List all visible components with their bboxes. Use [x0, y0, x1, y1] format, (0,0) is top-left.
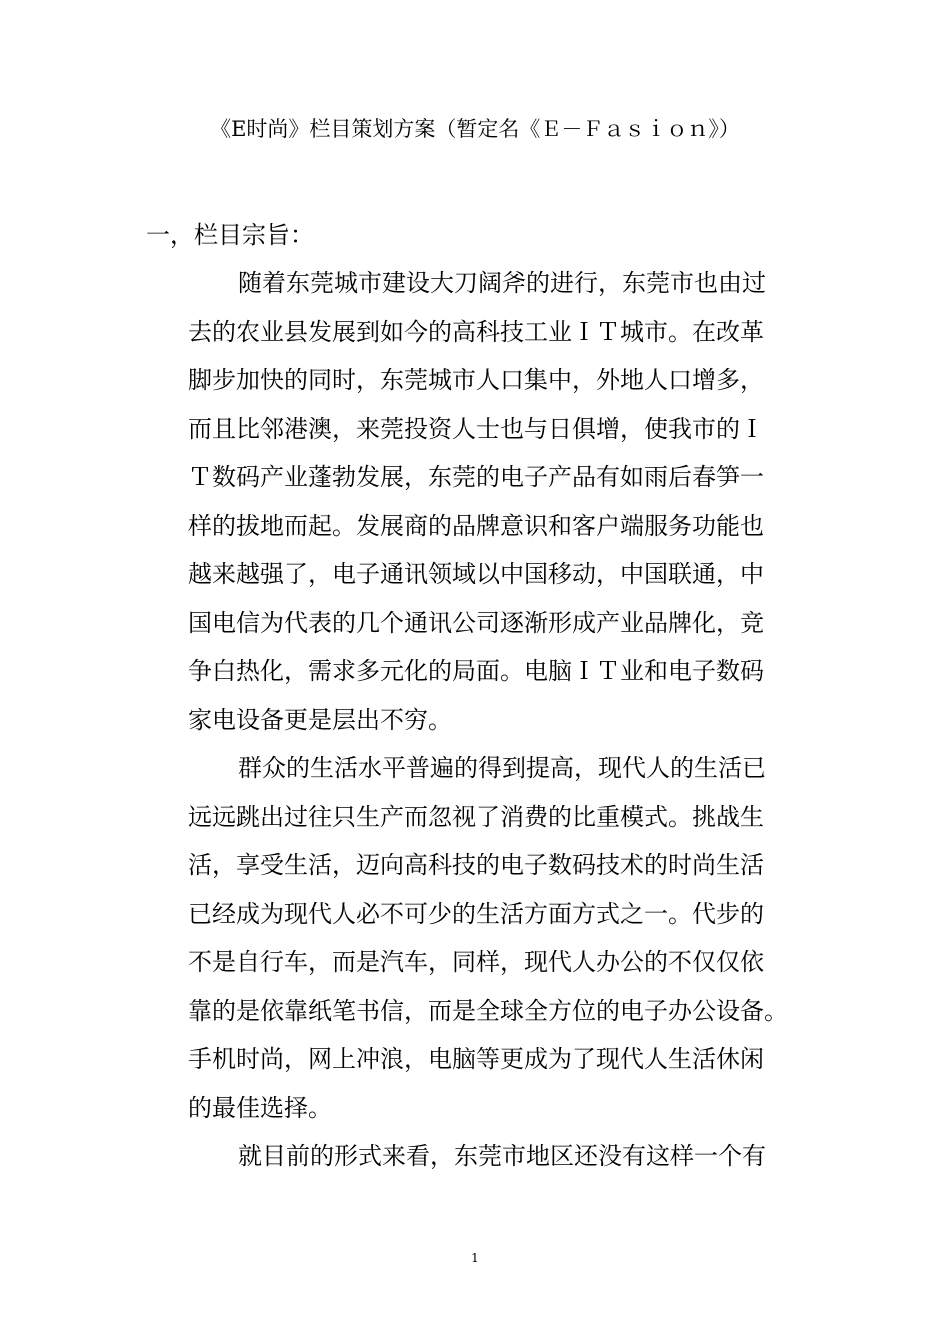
text-line: 靠的是依靠纸笔书信，而是全球全方位的电子办公设备。 — [188, 996, 788, 1025]
text-line: 家电设备更是层出不穷。 — [188, 705, 452, 734]
text-line: 样的拔地而起。发展商的品牌意识和客户端服务功能也 — [188, 511, 764, 540]
page-number: 1 — [471, 1251, 479, 1265]
section-heading: 一，栏目宗旨： — [146, 221, 314, 249]
body-text — [188, 266, 808, 1188]
paragraph-3 — [188, 1139, 808, 1188]
text-line: 越来越强了，电子通讯领域以中国移动，中国联通，中 — [188, 560, 764, 588]
paragraph-1 — [188, 266, 808, 751]
text-line: 随着东莞城市建设大刀阔斧的进行，东莞市也由过 — [238, 269, 766, 297]
text-line: 就目前的形式来看，东莞市地区还没有这样一个有 — [238, 1142, 766, 1170]
document-title: 《E时尚》栏目策划方案（暂定名《Ｅ－Ｆａｓｉｏｎ》） — [210, 117, 740, 141]
text-line: 而且比邻港澳，来莞投资人士也与日俱增，使我市的Ｉ — [188, 414, 764, 443]
text-line: 手机时尚，网上冲浪，电脑等更成为了现代人生活休闲 — [188, 1045, 764, 1073]
text-line: 脚步加快的同时，东莞城市人口集中，外地人口增多， — [188, 366, 764, 394]
text-line: 的最佳选择。 — [188, 1093, 332, 1122]
text-line: 不是自行车，而是汽车，同样，现代人办公的不仅仅依 — [188, 948, 764, 976]
text-line: 争白热化，需求多元化的局面。电脑ＩＴ业和电子数码 — [188, 657, 764, 685]
paragraph-2 — [188, 751, 808, 1139]
text-line: 已经成为现代人必不可少的生活方面方式之一。代步的 — [188, 899, 764, 928]
text-line: Ｔ数码产业蓬勃发展，东莞的电子产品有如雨后春笋一 — [188, 463, 764, 491]
text-line: 国电信为代表的几个通讯公司逐渐形成产业品牌化，竞 — [188, 608, 764, 637]
text-line: 去的农业县发展到如今的高科技工业ＩＴ城市。在改革 — [188, 317, 764, 346]
text-line: 群众的生活水平普遍的得到提高，现代人的生活已 — [238, 754, 766, 782]
text-line: 活，享受生活，迈向高科技的电子数码技术的时尚生活 — [188, 851, 764, 879]
text-line: 远远跳出过往只生产而忽视了消费的比重模式。挑战生 — [188, 802, 764, 831]
